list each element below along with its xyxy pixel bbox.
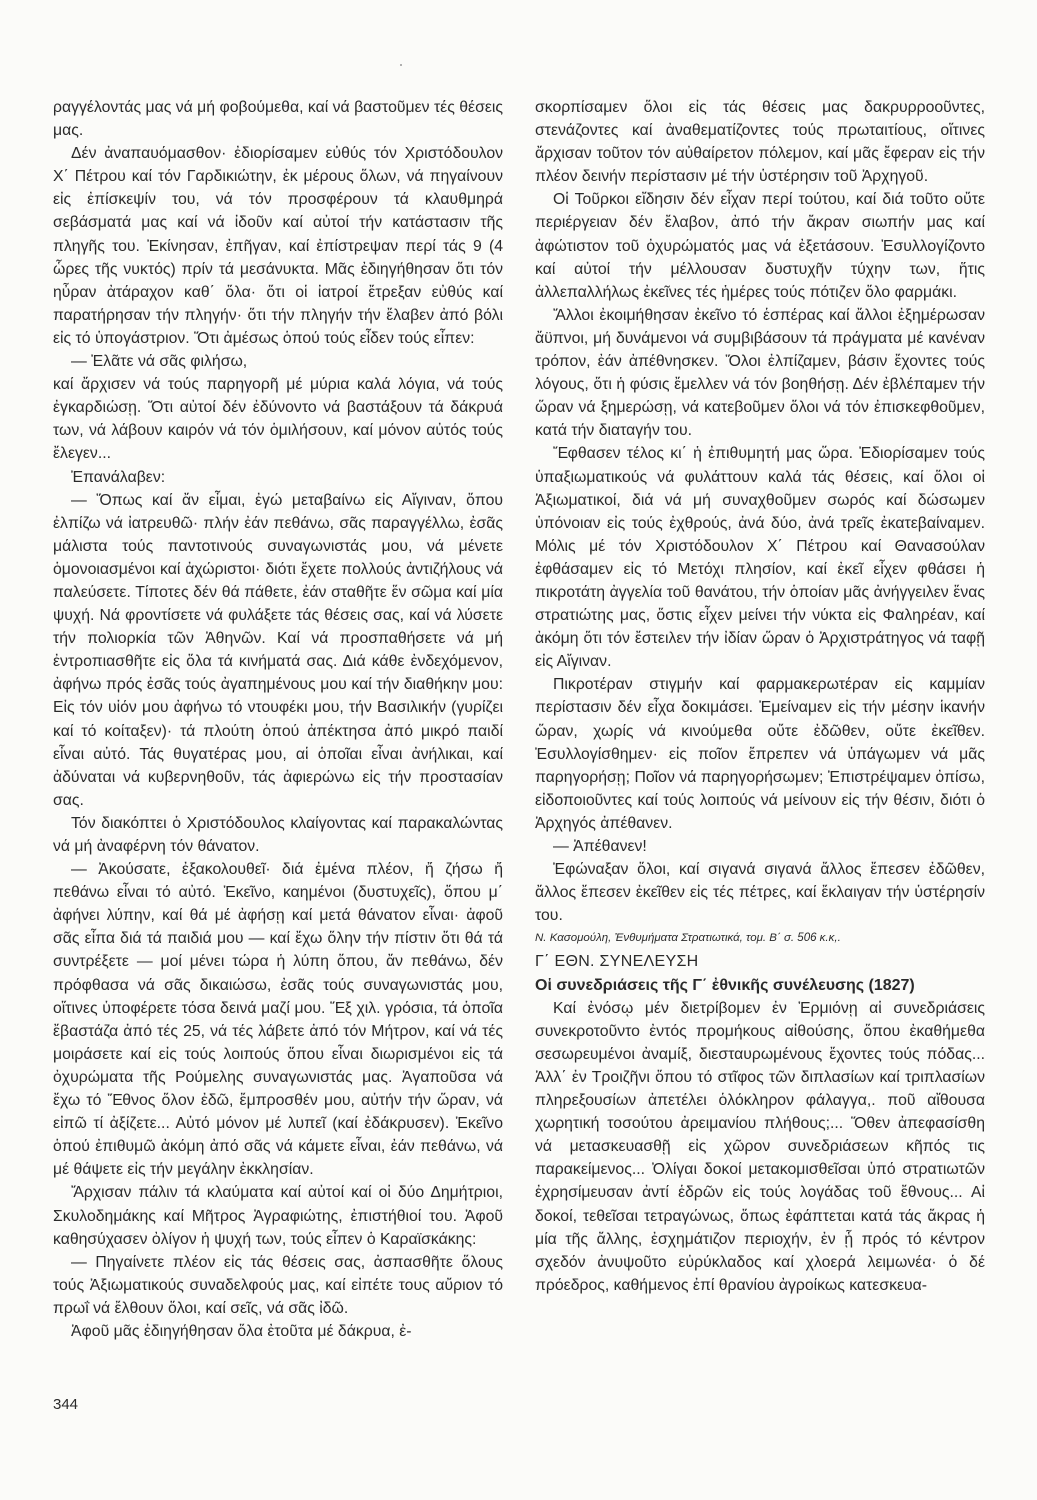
paragraph: Ἄρχισαν πάλιν τά κλαύματα καί αὐτοί καί οἱ δύο Δημήτριοι, Σκυλοδημάκης καί Μῆτρος Ἀγραφιώτης, ἐπιστήθιοί του. Ἀφοῦ καθησύχασεν ὀλίγον ἡ ψυχή των, τούς εἶπεν ὁ Καραϊσκάκης: <box>53 1184 503 1248</box>
dialogue-line: — Ὅπως καί ἄν εἶμαι, ἐγώ μεταβαίνω εἰς Αἴγιναν, ὅπου ἐλπίζω νά ἰατρευθῶ· πλήν ἐάν πεθάνω, σᾶς παραγγέλλω, ἐσᾶς μάλιστα τούς παντοτινούς συναγωνιστάς μου, νά μένετε ὁμονοιασμένοι καί ἀχώριστοι· διότι ἔχετε πολλούς ἀντιζήλους νά παλεύσετε. Τίποτες δέν θά πάθετε, ἐάν σταθῆτε ἕν σῶμα καί μία ψυχή. Νά φροντίσετε νά φυλάξετε τάς θέσεις σας, καί νά λύσετε τήν πολιορκία τῶν Ἀθηνῶν. Καί νά προσπαθήσετε νά μή ἐντροπιασθῆτε εἰς ὅλα τά κινήματά σας. Διά κάθε ἐνδεχόμενον, ἀφήνω πρός ἐσᾶς τούς ἀγαπημένους μου καί τήν διαθήκην μου: Εἰς τόν υἱόν μου ἀφήνω τό ντουφέκι μου, τήν Βασιλικήν (γυρίζει καί τό κοίταξεν)· τά πλούτη ὁπού ἀπέκτησα ἀπό μικρό παιδί εἶναι αὐτό. Τάς θυγατέρας μου, αἱ ὁποῖαι εἶναι ἀνήλικαι, καί ἀδύναται νά κυβερνηθοῦν, τάς ἀφιερώνω εἰς τήν προστασίαν σας. <box>53 491 503 809</box>
citation: Ν. Κασομούλη, Ἐνθυμήματα Στρατιωτικά, τομ. Β΄ σ. 506 κ.κ,. <box>535 932 841 945</box>
paragraph: Τόν διακόπτει ὁ Χριστόδουλος κλαίγοντας καί παρακαλώντας νά μή ἀναφέρνη τόν θάνατον. <box>53 814 503 855</box>
subheading: Οἱ συνεδριάσεις τῆς Γ΄ ἐθνικῆς συνέλευσης (1827) <box>535 976 915 994</box>
paragraph: Ἐπανάλαβεν: <box>71 468 166 486</box>
right-column <box>535 96 985 1297</box>
paper-speck <box>400 64 402 66</box>
paragraph: Ἄλλοι ἐκοιμήθησαν ἐκεῖνο τό ἑσπέρας καί ἄλλοι ἐξημέρωσαν ἄϋπνοι, μή δυνάμενοι νά συμβιβάσουν τά πράγματα μέ κανέναν τρόπον, ἐάν ἀπέθνησκεν. Ὅλοι ἐλπίζαμεν, βάσιν ἔχοντες τούς λόγους, ὅτι ἡ φύσις ἔμελλεν νά τόν βοηθήσῃ. Δέν ἐβλέπαμεν τήν ὥραν νά ξημερώσῃ, νά κατεβοῦμεν ὅλοι νά τόν ἐπισκεφθοῦμεν, κατά τήν διαταγήν του. <box>535 306 985 440</box>
dialogue-line: — Ἐλᾶτε νά σᾶς φιλήσω, <box>71 353 248 371</box>
paragraph: Ἀφοῦ μᾶς ἐδιηγήθησαν ὅλα ἐτοῦτα μέ δάκρυα, ἐ- <box>71 1322 412 1340</box>
paragraph: ραγγέλοντάς μας νά μή φοβούμεθα, καί νά βαστοῦμεν τές θέσεις μας. <box>53 99 503 140</box>
paragraph: Δέν ἀναπαυόμασθον· ἐδιορίσαμεν εὐθύς τόν Χριστόδουλον Χ΄ Πέτρου καί τόν Γαρδικιώτην, ἐκ μέρους ὅλων, νά πηγαίνουν εἰς ἐπίσκεψίν του, νά τόν προσφέρουν τά κλαυθμηρά σεβάσματά μας καί νά ἰδοῦν καί αὐτοί τήν κατάστασιν τῆς πληγῆς του. Ἐκίνησαν, ἐπῆγαν, καί ἐπίστρεψαν περί τάς 9 (4 ὧρες τῆς νυκτός) πρίν τά μεσάνυκτα. Μᾶς ἐδιηγήθησαν ὅτι τόν ηὖραν ἀτάραχον καθ΄ ὅλα· ὅτι οἱ ἰατροί ἔτρεξαν εὐθύς καί παρατήρησαν τήν πληγήν· ὅτι τήν πληγήν τήν ἔλαβεν ἀπό βόλι εἰς τό ὑπογάστριον. Ὅτι ἀμέσως ὁπού τούς εἶδεν τούς εἶπεν: <box>53 145 503 347</box>
section-body: Καί ἐνόσῳ μέν διετρίβομεν ἐν Ἑρμιόνῃ αἱ συνεδριάσεις συνεκροτοῦντο ἐντός προμήκους αἰθούσης, ὅπου ἐκαθήμεθα σεσωρευμένοι ἀναμίξ, διεσταυρωμένους ἔχοντες τούς πόδας... Ἀλλ΄ ἐν Τροιζῆνι ὅπου τό στῖφος τῶν διπλασίων καί τριπλασίων πληρεξουσίων ἀπετέλει ὁλόκληρον φάλαγγα,. ποῦ αἴθουσα χωρητική τοσούτου ἀρειμανίου πλήθους;... Ὅθεν ἀπεφασίσθη νά μετασκευασθῇ εἰς χῶρον συνεδριάσεων κῆπός τις παρακείμενος... Ὀλίγαι δοκοί μετακομισθεῖσαι ὑπό στρατιωτῶν ἐχρησίμευσαν ἀντί ἑδρῶν εἰς τούς λογάδας τοῦ ἔθνους... Αἱ δοκοί, τεθεῖσαι τετραγώνως, ὅπως ἐφάπτεται κατά τάς ἄκρας ἡ μία τῆς ἄλλης, ἐσχημάτιζον περιοχήν, ἐν ᾗ πρός τό κέντρον σχεδόν ἀνυψοῦτο εὐρύκλαδος καί χλοερά λειμωνέα· ὁ δέ πρόεδρος, καθήμενος ἐπί θρανίου ἀγροίκως κατεσκευα- <box>535 999 985 1294</box>
left-column <box>53 96 503 1343</box>
paragraph: σκορπίσαμεν ὅλοι εἰς τάς θέσεις μας δακρυρροοῦντες, στενάζοντες καί ἀναθεματίζοντες τούς πρωταιτίους, οἵτινες ἄρχισαν τοῦτον τόν αὐθαίρετον πόλεμον, καί μᾶς ἔφεραν εἰς τήν πλέον δεινήν περίστασιν μέ τήν ὑστέρησιν τοῦ Ἀρχηγοῦ. <box>535 99 985 186</box>
paragraph: Ἐφώναξαν ὅλοι, καί σιγανά σιγανά ἄλλος ἔπεσεν ἐδῶθεν, ἄλλος ἔπεσεν ἐκεῖθεν εἰς τές πέτρες, καί ἔκλαιγαν τήν ὑστέρησίν του. <box>535 861 985 925</box>
section-title: Γ΄ ΕΘΝ. ΣΥΝΕΛΕΥΣΗ <box>535 953 699 971</box>
dialogue-line: — Ἀπέθανεν! <box>553 838 647 855</box>
page-number: 344 <box>53 1396 79 1413</box>
dialogue-line: — Ἀκούσατε, ἐξακολουθεῖ· διά ἐμένα πλέον, ἤ ζήσω ἤ πεθάνω εἶναι τό αὐτό. Ἐκεῖνο, καημένοι (δυστυχεῖς), ὅπου μ΄ ἀφήνει λύπην, καί θά μέ ἀφήσῃ καί μετά θάνατον εἶναι· ἀφοῦ σᾶς εἶπα διά τά παιδιά μου — καί ἔχω ὅλην τήν πίστιν ὅτι θά τά συντρέξετε — μοί μένει τώρα ἡ λύπη ὅπου, ἄν πεθάνω, δέν πρόφθασα νά σᾶς δικαιώσω, ἐσᾶς τούς συναγωνιστάς μου, οἵτινες ὑποφέρετε τόσα δεινά μαζί μου. Ἕξ χιλ. γρόσια, τά ὁποῖα ἔβαστάζα ἀπό τές 25, νά τές λάβετε ἀπό τόν Μήτρον, καί νά τές μοιράσετε καί εἰς τούς λοιπούς ὅπου εἶναι διωρισμένοι εἰς τά ὀχυρώματα τῆς Ρούμελης συναγωνιστάς μας. Ἀγαποῦσα νά ἔχω τό Ἔθνος ὅλον ἐδῶ, ἔμπροσθέν μου, αὐτήν τήν ὥραν, νά εἰπῶ τί ἀξίζετε... Αὐτό μόνον μέ λυπεῖ (καί ἐδάκρυσεν). Ἐκεῖνο ὁπού ἐπιθυμῶ ἀκόμη ἀπό σᾶς νά κάμετε εἶναι, ἐάν πεθάνω, νά μέ θάψετε εἰς τήν μεγάλην ἐκκλησίαν. <box>53 861 503 1179</box>
dialogue-line: — Πηγαίνετε πλέον εἰς τάς θέσεις σας, ἀσπασθῆτε ὅλους τούς Ἀξιωματικούς συναδελφούς μας, καί εἰπέτε τους αὔριον τό πρωΐ νά ἔλθουν ὅλοι, καί σεῖς, νά σᾶς ἰδῶ. <box>53 1253 503 1317</box>
paragraph: Οἱ Τοῦρκοι εἴδησιν δέν εἶχαν περί τούτου, καί διά τοῦτο οὔτε περιέργειαν δέν ἔλαβον, ἀπό τήν ἄκραν σιωπήν μας καί ἀφώτιστον τοῦ ὀχυρώματός μας νά ἐξετάσουν. Ἐσυλλογίζοντο καί αὐτοί τήν μέλλουσαν δυστυχῆν τύχην των, ἥτις ἀλλεπαλλήλως ἐκεῖνες τές ἡμέρες τούς πότιζεν ὅλο φαρμάκι. <box>535 191 985 301</box>
paragraph: καί ἄρχισεν νά τούς παρηγορῆ μέ μύρια καλά λόγια, νά τούς ἐγκαρδιώσῃ. Ὅτι αὐτοί δέν ἐδύνοντο νά βαστάξουν τά δάκρυά των, νά λάβουν καιρόν νά τόν ὁμιλήσουν, καί μόνον αὐτός τούς ἔλεγεν... <box>53 376 503 463</box>
paragraph: Ἔφθασεν τέλος κι΄ ἡ ἐπιθυμητή μας ὥρα. Ἐδιορίσαμεν τούς ὑπαξιωματικούς νά φυλάττουν καλά τάς θέσεις, καί ὅλοι οἱ Ἀξιωματικοί, διά νά μή συναχθοῦμεν σωρός καί δώσωμεν ὑπόνοιαν εἰς τούς ἐχθρούς, ἀνά δύο, ἀνά τρεῖς ἐκατεβαίναμεν. Μόλις μέ τόν Χριστόδουλον Χ΄ Πέτρου καί Θανασούλαν ἐφθάσαμεν εἰς τό Μετόχι πλησίον, καί ἐκεῖ εἶχεν φθάσει ἡ πικροτάτη ἀγγελία τοῦ θανάτου, τήν ὁποίαν μᾶς ἀνήγγειλεν ἕνας στρατιώτης μας, ὅστις εἶχεν μείνει τήν νύκτα εἰς Φαληρέαν, καί ἀκόμη ὅτι τόν ἔστειλεν τήν ἰδίαν ὥραν ὁ Ἀρχιστράτηγος νά ταφῇ εἰς Αἴγιναν. <box>535 445 985 671</box>
paragraph: Πικροτέραν στιγμήν καί φαρμακερωτέραν εἰς καμμίαν περίστασιν δέν εἶχα δοκιμάσει. Ἐμείναμεν εἰς τήν μέσην ἱκανήν ὥραν, χωρίς νά κινούμεθα οὔτε ἐδῶθεν, οὔτε ἐκεῖθεν. Ἐσυλλογίσθημεν· εἰς ποῖον ἔπρεπεν νά ὑπάγωμεν νά μᾶς παρηγορήσῃ; Ποῖον νά παρηγορήσωμεν; Ἐπιστρέψαμεν ὀπίσω, εἰδοποιοῦντες καί τούς λοιπούς νά μείνουν εἰς τήν θέσιν, διότι ὁ Ἀρχηγός ἀπέθανεν. <box>535 676 985 832</box>
